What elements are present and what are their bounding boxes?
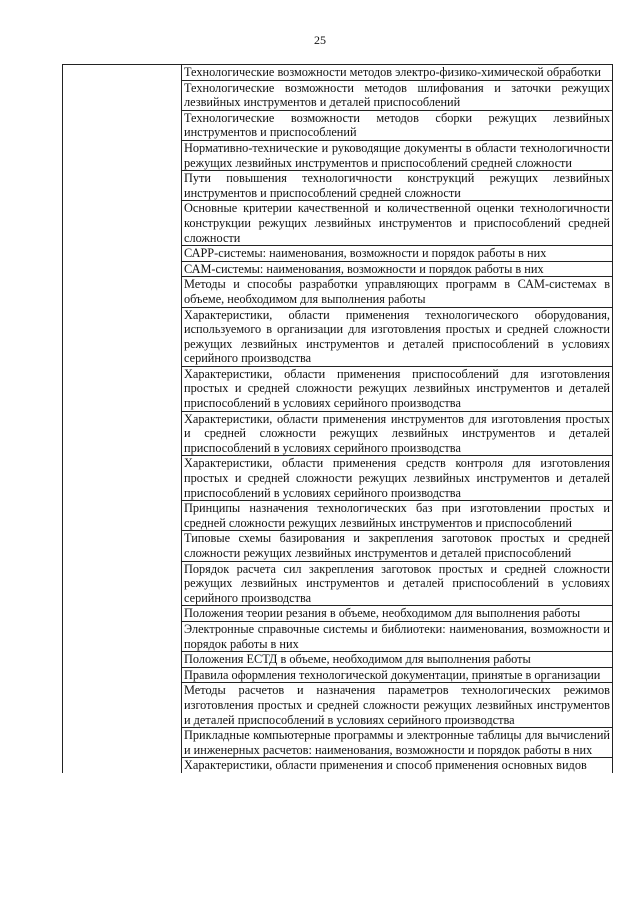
table-cell: Пути повышения технологичности конструкций режущих лезвийных инструментов и приспособлений средней сложности <box>182 171 613 201</box>
table-row <box>63 65 613 81</box>
table-cell: Характеристики, области применения приспособлений для изготовления простых и средней сложности режущих лезвийных инструментов и деталей приспособлений в условиях серийного производства <box>182 366 613 411</box>
table-cell: Порядок расчета сил закрепления заготовок простых и средней сложности режущих лезвийных инструментов и деталей приспособлений в условиях серийного производства <box>182 561 613 606</box>
table-cell: САМ-системы: наименования, возможности и порядок работы в них <box>182 261 613 277</box>
table-cell: Технологические возможности методов сборки режущих лезвийных инструментов и приспособлений <box>182 110 613 140</box>
table-cell: Технологические возможности методов электро-физико-химической обработки <box>182 65 613 81</box>
table-cell: САРР-системы: наименования, возможности и порядок работы в них <box>182 246 613 262</box>
knowledge-table <box>62 64 613 773</box>
table-cell: Основные критерии качественной и количественной оценки технологичности конструкции режущих лезвийных инструментов и приспособлений средней сложности <box>182 201 613 246</box>
table-cell: Типовые схемы базирования и закрепления заготовок простых и средней сложности режущих лезвийных инструментов и деталей приспособлений <box>182 531 613 561</box>
table-cell: Методы расчетов и назначения параметров технологических режимов изготовления простых и средней сложности режущих лезвийных инструментов и деталей приспособлений в условиях серийного производства <box>182 683 613 728</box>
page-number: 25 <box>314 33 326 47</box>
table-cell: Положения теории резания в объеме, необходимом для выполнения работы <box>182 606 613 622</box>
table-cell: Характеристики, области применения средств контроля для изготовления простых и средней сложности режущих лезвийных инструментов и деталей приспособлений в условиях серийного производства <box>182 456 613 501</box>
table-cell: Электронные справочные системы и библиотеки: наименования, возможности и порядок работы в них <box>182 621 613 651</box>
table-cell: Прикладные компьютерные программы и электронные таблицы для вычислений и инженерных расчетов: наименования, возможности и порядок работы в них <box>182 728 613 758</box>
table-cell: Методы и способы разработки управляющих программ в САМ-системах в объеме, необходимом для выполнения работы <box>182 277 613 307</box>
table-cell: Нормативно-технические и руководящие документы в области технологичности режущих лезвийных инструментов и приспособлений средней сложности <box>182 140 613 170</box>
table-cell: Характеристики, области применения инструментов для изготовления простых и средней сложности режущих лезвийных инструментов и деталей приспособлений в условиях серийного производства <box>182 411 613 456</box>
table-cell: Положения ЕСТД в объеме, необходимом для выполнения работы <box>182 652 613 668</box>
left-column-cell <box>63 65 182 773</box>
table-cell: Характеристики, области применения технологического оборудования, используемого в организации для изготовления простых и средней сложности режущих лезвийных инструментов и деталей приспособлений в условиях серийного производства <box>182 307 613 366</box>
table-cell: Правила оформления технологической документации, принятые в организации <box>182 667 613 683</box>
table-cell: Характеристики, области применения и способ применения основных видов <box>182 758 613 773</box>
table-cell: Технологические возможности методов шлифования и заточки режущих лезвийных инструментов и деталей приспособлений <box>182 80 613 110</box>
table-cell: Принципы назначения технологических баз при изготовлении простых и средней сложности режущих лезвийных инструментов и приспособлений <box>182 501 613 531</box>
